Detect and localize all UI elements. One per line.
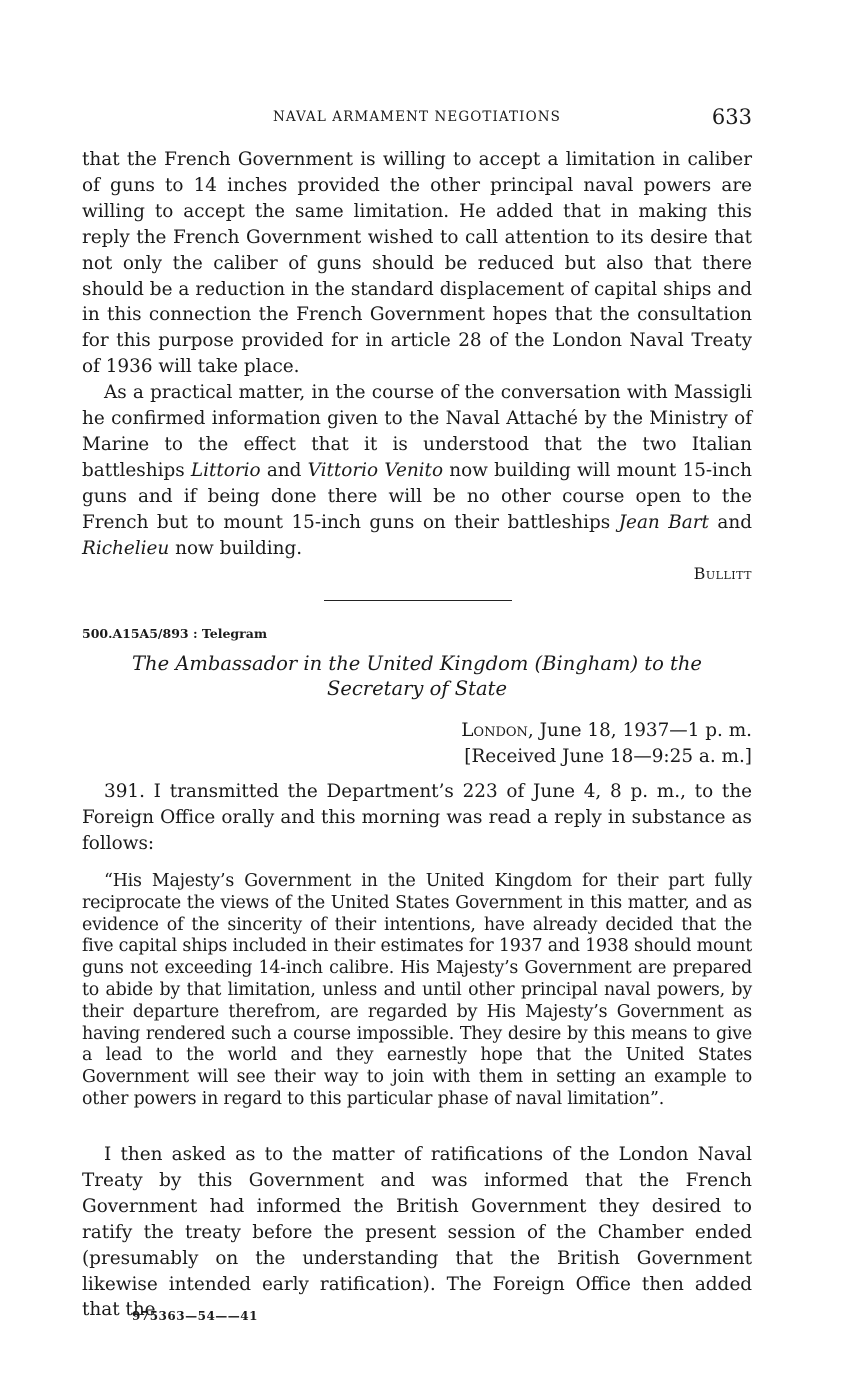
ship-name-littorio: Littorio [190,459,261,481]
telegram-paragraph-2: I then asked as to the matter of ratifications of the London Naval Treaty by this Government and was informed that the French Government had informed the British Government they desired to ratify the treaty before the present session of the Chamber ended (presumably on the understanding that the British Government likewise intended early ratification). The Foreign Office then added that the [82,1144,752,1321]
practical-matter-paragraph [82,380,752,561]
ship-name-vittorio-venito: Vittorio Venito [307,459,444,481]
telegram-opening-block [82,779,752,857]
paragraph-text: now building. [169,537,303,559]
dateline-received: [Received June 18—9:25 a. m.] [464,746,752,767]
paragraph-text: now building will mount 15-inch guns and if being done there will be no other course open to the French but to mount 15-inch guns on their battleships [82,459,752,533]
quoted-reply: “His Majesty’s Government in the United Kingdom for their part fully reciprocate the views of the United States Government in this matter, and as evidence of the sincerity of their intentions, have already decided that the five capital ships included in their estimates for 1937 and 1938 should mount guns not exceeding 14-inch calibre. His Majesty’s Government are prepared to abide by that limitation, unless and until other principal naval powers, by their departure therefrom, are regarded by His Majesty’s Government as having rendered such a course impossible. They desire by this means to give a lead to the world and they earnestly hope that the United States Government will see their way to join with them in setting an example to other powers in regard to this particular phase of naval limitation”. [82,871,752,1109]
continued-text-block [82,147,752,562]
footer-print-code: 975363—54——41 [132,1309,258,1323]
page-number: 633 [711,105,752,129]
dateline-sent [461,718,752,744]
running-head [82,105,752,129]
paragraph-text: and [708,511,752,533]
file-reference: 500.A15A5/893 : Telegram [82,626,268,641]
dateline [461,718,752,770]
paragraph-text: As a practical matter, in the course of the conversation with Massigli he confirmed information given to the Naval Attaché by the Ministry of Marine to the effect that it is understood that the two Italian battleships [82,382,752,481]
dateline-place: London [461,720,528,741]
telegram-continuation-block [82,1142,752,1323]
telegram-paragraph-1: 391. I transmitted the Department’s 223 of June 4, 8 p. m., to the Foreign Office orally and this morning was read a reply in substance as follows: [82,781,752,854]
signature-bullitt: Bullitt [693,564,752,583]
document-heading: The Ambassador in the United Kingdom (Bingham) to the Secretary of State [132,652,702,700]
ship-name-jean-bart: Jean Bart [618,511,709,533]
paragraph-text: and [260,459,308,481]
dateline-date: , June 18, 1937—1 p. m. [527,720,752,741]
continued-paragraph: that the French Government is willing to accept a limitation in caliber of guns to 14 inches provided the other principal naval powers are willing to accept the same limitation. He added that in making this reply the French Government wished to call attention to its desire that not only the caliber of guns should be reduced but also that there should be a reduction in the standard displacement of capital ships and in this connection the French Government hopes that the consultation for this purpose provided for in article 28 of the London Naval Treaty of 1936 will take place. [82,149,752,378]
section-divider [324,600,512,601]
running-title: NAVAL ARMAMENT NEGOTIATIONS [272,109,562,125]
ship-name-richelieu: Richelieu [82,537,170,559]
quotation-block [82,871,752,1111]
